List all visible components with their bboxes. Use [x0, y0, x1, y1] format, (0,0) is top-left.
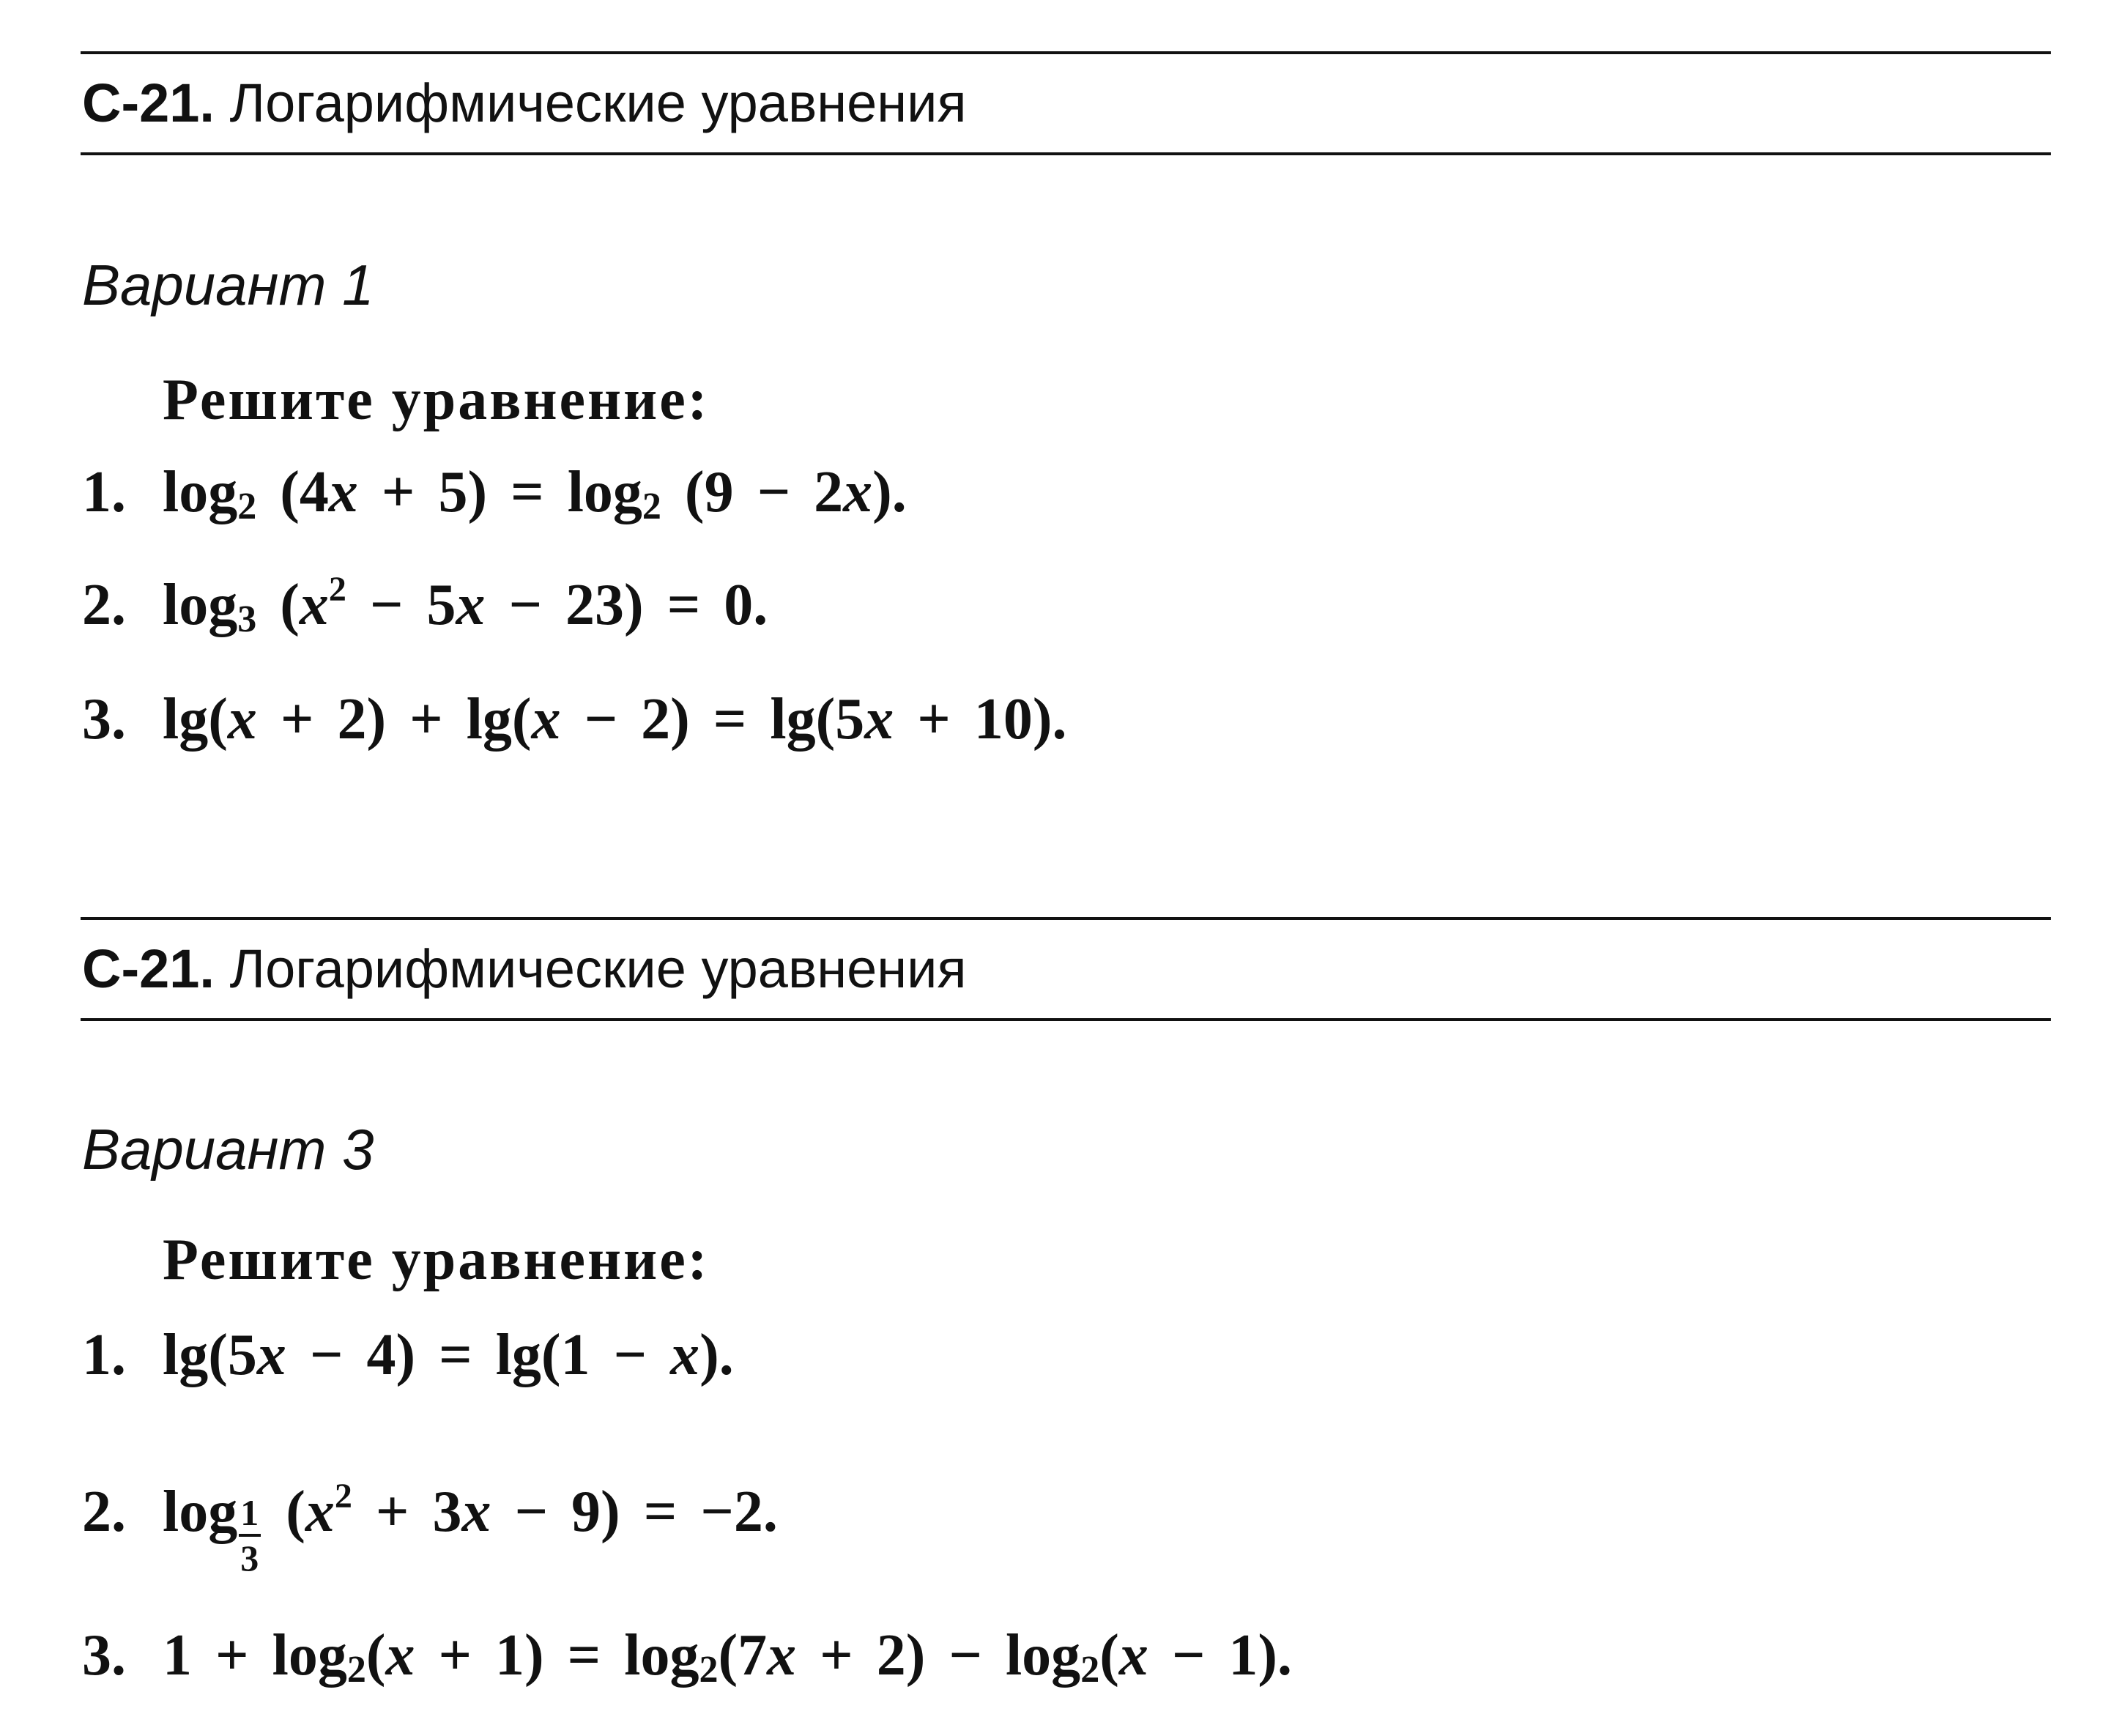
problem-number: 2. — [82, 573, 126, 637]
problem-3 — [82, 1623, 1293, 1691]
header-bottom-rule — [81, 152, 2051, 155]
problem-equation: $\log_2 (4x + 5) = \log_2 (9 - 2x)$. — [163, 460, 907, 527]
section-title: Логарифмические уравнения — [229, 73, 967, 133]
problem-3 — [82, 687, 1067, 752]
instruction-text: Решите уравнение: — [163, 368, 710, 432]
section-code: С-21. — [82, 73, 215, 133]
problem-equation: log $\frac{1}{3}$ $(x^2 + 3x - 9) = -2$. — [163, 1480, 778, 1544]
problem-number: 1. — [82, 1323, 126, 1387]
problem-number: 2. — [82, 1480, 126, 1544]
variant-label: Вариант 1 — [82, 253, 374, 317]
problem-equation: lg(5x − 4) = lg(1 − x). — [163, 1323, 734, 1387]
problem-number: 1. — [82, 460, 126, 524]
section-title: Логарифмические уравнения — [229, 938, 967, 999]
instruction-text: Решите уравнение: — [163, 1228, 710, 1292]
header-top-rule — [81, 917, 2051, 920]
section-code: С-21. — [82, 938, 215, 999]
problem-1 — [82, 460, 907, 527]
problem-number: 3. — [82, 1623, 126, 1688]
problem-2 — [82, 1472, 778, 1579]
problem-equation: $1 + \log_2(x + 1) = \log_2(7x + 2) - \log_2(x - 1)$. — [163, 1623, 1293, 1691]
variant-label: Вариант 3 — [82, 1117, 374, 1182]
problem-1 — [82, 1323, 734, 1387]
header-bottom-rule — [81, 1018, 2051, 1021]
problem-2 — [82, 570, 768, 640]
header-top-rule — [81, 51, 2051, 54]
section-header — [82, 73, 967, 133]
problem-equation: lg(x + 2) + lg(x − 2) = lg(5x + 10). — [163, 687, 1067, 752]
fraction-base: $\frac{1}{3}$ — [237, 1472, 262, 1531]
problem-equation: $\log_3 (x^2 - 5x - 23) = 0$. — [163, 570, 768, 640]
section-header — [82, 938, 967, 999]
problem-number: 3. — [82, 687, 126, 752]
